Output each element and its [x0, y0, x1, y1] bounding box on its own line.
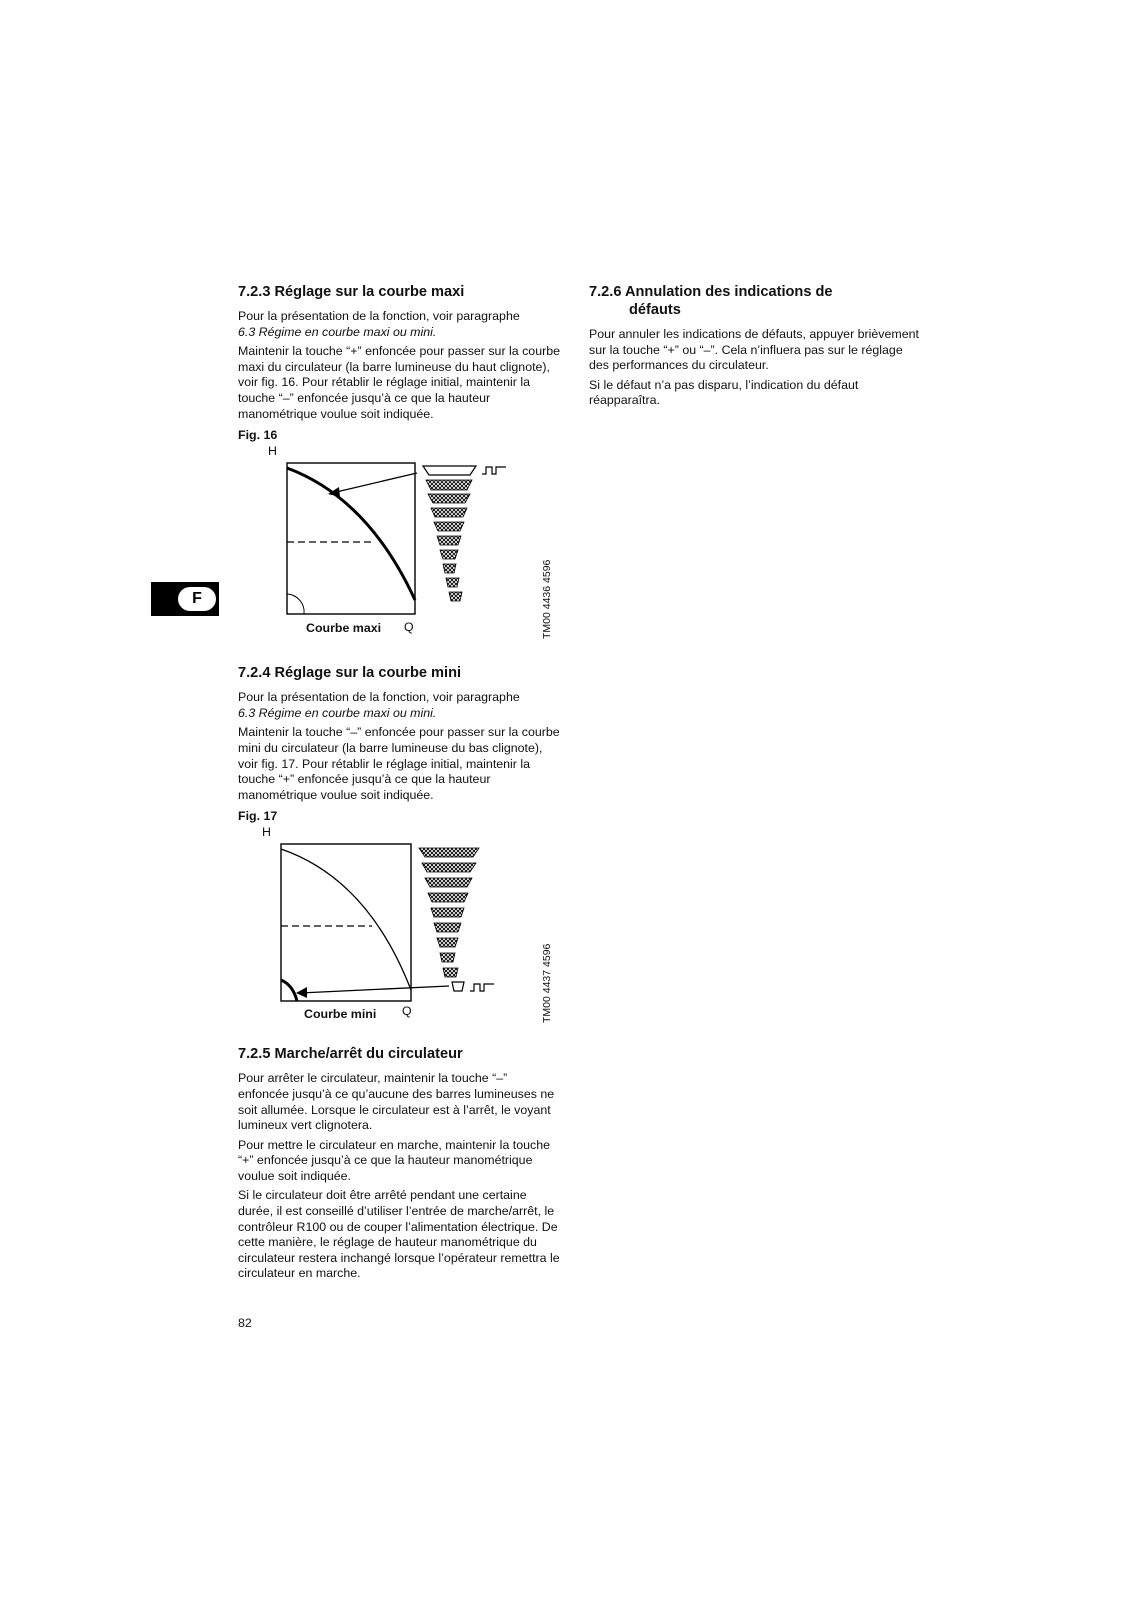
fig-16-h-axis: H	[268, 444, 277, 459]
section-title-7-2-5: 7.2.5 Marche/arrêt du circulateur	[238, 1046, 463, 1063]
left-column	[238, 283, 560, 1286]
section-7-2-3-para-1	[238, 309, 560, 340]
section-7-2-3	[238, 283, 560, 650]
section-title-7-2-6	[589, 283, 919, 319]
fig-17-q-axis: Q	[402, 1004, 412, 1019]
section-7-2-6	[589, 283, 919, 409]
fig-16-drawing	[238, 442, 568, 650]
para-text: Pour la présentation de la fonction, voir paragraphe	[238, 690, 520, 705]
section-7-2-3-para-2: Maintenir la touche “+” enfoncée pour passer sur la courbe maxi du circulateur (la barre lumineuse du haut clignote), voir fig. 16. Pour rétablir le réglage initial, maintenir la touche “–” enfoncée jusqu’à ce que la hauteur manométrique voulue soit indiquée.	[238, 344, 560, 421]
para-text: Pour la présentation de la fonction, voir paragraphe	[238, 309, 520, 323]
right-column	[589, 283, 919, 413]
title-line-1: 7.2.6 Annulation des indications de	[589, 284, 833, 300]
language-letter: F	[178, 587, 216, 611]
para-reference: 6.3 Régime en courbe maxi ou mini.	[238, 324, 437, 339]
section-7-2-5-para-2: Pour mettre le circulateur en marche, maintenir la touche “+” enfoncée jusqu’à ce que la hauteur manométrique voulue soit indiquée.	[238, 1137, 550, 1183]
title-line-2: défauts	[629, 302, 681, 318]
figure-17	[238, 823, 568, 1031]
section-title-7-2-3: 7.2.3 Réglage sur la courbe maxi	[238, 284, 465, 300]
section-7-2-5-para-3: Si le circulateur doit être arrêté pendant une certaine durée, il est conseillé d’utiliser l’entrée de marche/arrêt, le contrôleur R100 ou de couper l’alimentation électrique. De cette manière, le réglage de hauteur manométrique du circulateur restera inchangé lorsque l’opérateur remettra le circulateur en marche.	[238, 1188, 560, 1281]
section-7-2-6-para-2: Si le défaut n’a pas disparu, l’indication du défaut réapparaîtra.	[589, 377, 859, 408]
fig-17-drawing	[238, 823, 568, 1031]
fig-17-h-axis: H	[262, 825, 271, 840]
fig-16-q-axis: Q	[404, 620, 414, 635]
section-7-2-4-para-2: Maintenir la touche “–” enfoncée pour passer sur la courbe mini du circulateur (la barre lumineuse du bas clignote), voir fig. 17. Pour rétablir le réglage initial, maintenir la touche “+” enfoncée jusqu’à ce que la hauteur manométrique voulue soit indiquée.	[238, 725, 560, 802]
section-7-2-4	[238, 664, 560, 1031]
figure-16	[238, 442, 568, 650]
section-7-2-5-para-1: Pour arrêter le circulateur, maintenir la touche “–” enfoncée jusqu’à ce qu’aucune des barres lumineuses ne soit allumée. Lorsque le circulateur est à l’arrêt, le voyant lumineux vert clignotera.	[238, 1071, 555, 1133]
language-tab	[151, 582, 219, 616]
fig-16-curve-label: Courbe maxi	[306, 621, 382, 636]
fig-17-curve-label: Courbe mini	[304, 1007, 377, 1022]
para-reference: 6.3 Régime en courbe maxi ou mini.	[238, 705, 437, 720]
fig-17-code: TM00 4437 4596	[541, 943, 553, 1024]
fig-17-label: Fig. 17	[238, 809, 278, 824]
section-7-2-5	[238, 1045, 560, 1282]
fig-16-code: TM00 4436 4596	[541, 559, 553, 640]
section-7-2-4-para-1	[238, 690, 560, 721]
page-number: 82	[238, 1316, 252, 1330]
section-7-2-6-para-1: Pour annuler les indications de défauts, appuyer brièvement sur la touche “+” ou “–”. Cela n’influera pas sur le réglage des performances du circulateur.	[589, 327, 919, 373]
section-title-7-2-4: 7.2.4 Réglage sur la courbe mini	[238, 665, 462, 682]
fig-16-label: Fig. 16	[238, 428, 278, 443]
